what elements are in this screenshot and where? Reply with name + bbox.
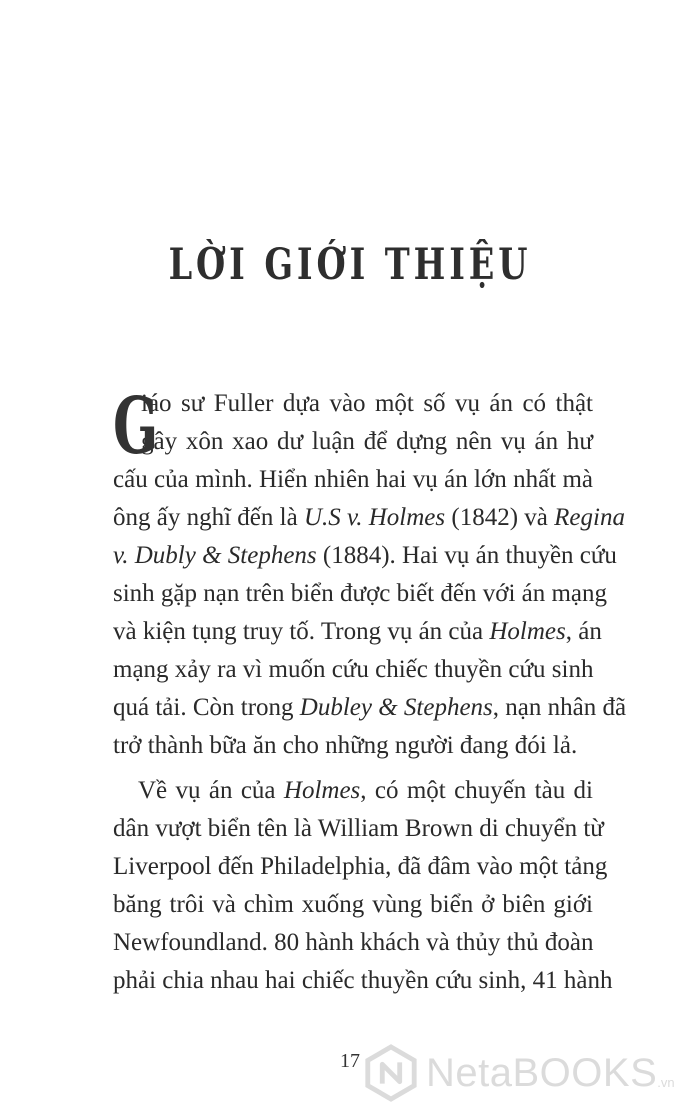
text-line: phải chia nhau hai chiếc thuyền cứu sinh, 41 hành [113,967,613,994]
text-line: cấu của mình. Hiển nhiên hai vụ án lớn nhất mà [113,466,593,493]
paragraph-1 [113,381,627,765]
text-line: dân vượt biển tên là William Brown di chuyển từ [113,815,604,842]
case-name: v. Dubly & Stephens [113,542,317,569]
text-line: Về vụ án của Holmes, có một chuyến tàu di [138,777,593,804]
text-line: gây xôn xao dư luận để dựng nên vụ án hư [141,428,593,455]
text-line: Liverpool đến Philadelphia, đã đâm vào một tảng [113,853,608,880]
text-line: trở thành bữa ăn cho những người đang đói lả. [113,732,578,759]
case-name: Holmes [489,618,566,645]
text-line: băng trôi và chìm xuống vùng biển ở biên giới [113,891,593,918]
text-line: Newfoundland. 80 hành khách và thủy thủ đoàn [113,929,594,956]
paragraph-2 [113,772,613,1000]
netabooks-watermark [362,1040,697,1106]
body-text [113,381,627,1000]
case-name: Holmes [283,777,361,804]
case-name: U.S v. Holmes [303,504,446,531]
text-line: mạng xảy ra vì muốn cứu chiếc thuyền cứu sinh [113,656,594,683]
watermark-suffix: .vn [657,1075,675,1090]
drop-cap: G [113,381,159,472]
case-name: Dubley & Stephens [299,694,493,721]
text-line: ông ấy nghĩ đến là U.S v. Holmes (1842) và Regina [113,504,625,531]
page-number: 17 [340,1050,360,1072]
text-line: sinh gặp nạn trên biển được biết đến với án mạng [113,580,608,607]
text-line: quá tải. Còn trong Dubley & Stephens, nạn nhân đã [113,694,627,721]
text-line: và kiện tụng truy tố. Trong vụ án của Holmes, án [113,618,602,645]
text-line: v. Dubly & Stephens (1884). Hai vụ án thuyền cứu [113,542,617,569]
case-name: Regina [554,504,625,531]
chapter-title: LỜI GIỚI THIỆU [168,240,532,290]
watermark-brand: NetaBOOKS [426,1050,658,1095]
netabooks-logo-icon [362,1044,420,1102]
text-line: iáo sư Fuller dựa vào một số vụ án có thật [141,390,593,417]
